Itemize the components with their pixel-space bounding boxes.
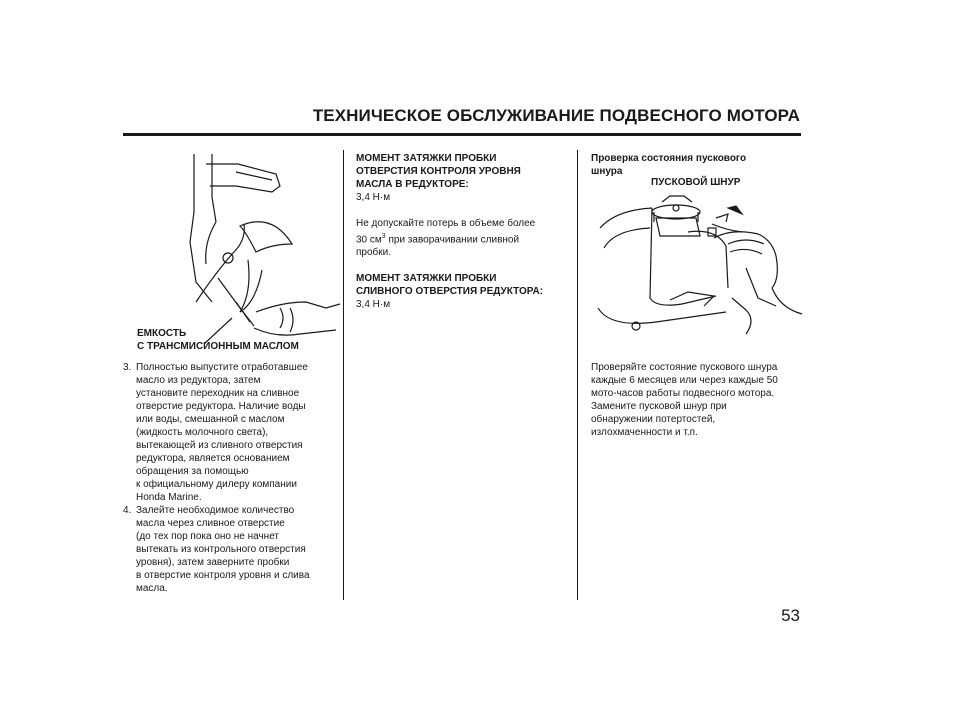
- note-superscript: 3: [381, 233, 386, 240]
- step-3: [123, 361, 339, 504]
- step-line: установите переходник на сливное: [136, 388, 300, 399]
- step-line: Honda Marine.: [136, 492, 202, 503]
- step-line: Залейте необходимое количество: [136, 505, 295, 516]
- figure-caption-line: ЕМКОСТЬ: [137, 328, 187, 339]
- step-line: в отверстие контроля уровня и слива: [136, 570, 310, 581]
- column-divider-1: [343, 150, 344, 600]
- maintenance-steps: [123, 361, 339, 595]
- oil-loss-note: [356, 217, 566, 259]
- note-line: Не допускайте потерь в объеме более: [356, 218, 536, 229]
- step-line: к официальному дилеру компании: [136, 479, 297, 490]
- figure-caption: [137, 327, 299, 353]
- heading-line: шнура: [591, 166, 623, 177]
- body-line: излохмаченности и т.п.: [591, 427, 698, 438]
- body-line: мото-часов работы подвесного мотора.: [591, 388, 775, 399]
- torque-value-level-plug: 3,4 Н·м: [356, 192, 391, 203]
- step-line: вытекать из контрольного отверстия: [136, 544, 306, 555]
- step-line: редуктора, является основанием: [136, 453, 290, 464]
- note-volume: 30 см: [356, 234, 382, 246]
- body-line: Замените пусковой шнур при: [591, 401, 727, 412]
- page-number: 53: [781, 606, 800, 625]
- step-line: уровня), затем заверните пробки: [136, 557, 290, 568]
- step-line: масло из редуктора, затем: [136, 375, 261, 386]
- note-line: пробки.: [356, 247, 392, 259]
- page-title: ТЕХНИЧЕСКОЕ ОБСЛУЖИВАНИЕ ПОДВЕСНОГО МОТОРА: [312, 106, 800, 125]
- step-line: (жидкость молочного света),: [136, 427, 269, 438]
- torque-specifications: [356, 152, 566, 311]
- step-line: или воды, смешанной с маслом: [136, 414, 285, 425]
- heading-line: Проверка состояния пускового: [591, 153, 747, 164]
- step-line: (до тех пор пока оно не начнет: [136, 531, 280, 542]
- step-number: 4.: [123, 505, 132, 516]
- step-number: 3.: [123, 362, 132, 373]
- starter-rope-label: ПУСКОВОЙ ШНУР: [651, 177, 741, 188]
- gearcase-drain-illustration: [176, 152, 342, 344]
- heading-line: МАСЛА В РЕДУКТОРЕ:: [356, 179, 469, 190]
- step-line: масла.: [136, 583, 168, 594]
- step-line: Полностью выпустите отработавшее: [136, 362, 308, 373]
- starter-rope-illustration: [596, 188, 804, 340]
- body-line: Проверяйте состояние пускового шнура: [591, 362, 778, 373]
- column-divider-2: [577, 150, 578, 600]
- heading-line: МОМЕНТ ЗАТЯЖКИ ПРОБКИ: [356, 273, 497, 285]
- body-line: обнаружении потертостей,: [591, 414, 716, 425]
- figure-caption-line: С ТРАНСМИСИОННЫМ МАСЛОМ: [137, 341, 299, 352]
- step-line: масла через сливное отверстие: [136, 518, 285, 529]
- step-line: вытекающей из сливного отверстия: [136, 440, 303, 451]
- starter-rope-instructions: [591, 361, 803, 439]
- heading-line: МОМЕНТ ЗАТЯЖКИ ПРОБКИ: [356, 153, 497, 164]
- heading-line: СЛИВНОГО ОТВЕРСТИЯ РЕДУКТОРА:: [356, 286, 544, 298]
- heading-line: ОТВЕРСТИЯ КОНТРОЛЯ УРОВНЯ: [356, 166, 521, 177]
- note-line: при заворачивании сливной: [385, 234, 520, 246]
- step-line: отверстие редуктора. Наличие воды: [136, 401, 306, 412]
- title-rule: [123, 133, 801, 136]
- torque-heading-drain-plug: [356, 272, 566, 298]
- step-line: обращения за помощью: [136, 466, 249, 477]
- body-line: каждые 6 месяцев или через каждые 50: [591, 375, 778, 386]
- torque-heading-level-plug: [356, 152, 566, 191]
- starter-rope-heading: [591, 152, 803, 178]
- torque-value-drain-plug: 3,4 Н·м: [356, 299, 391, 311]
- step-4: [123, 504, 339, 595]
